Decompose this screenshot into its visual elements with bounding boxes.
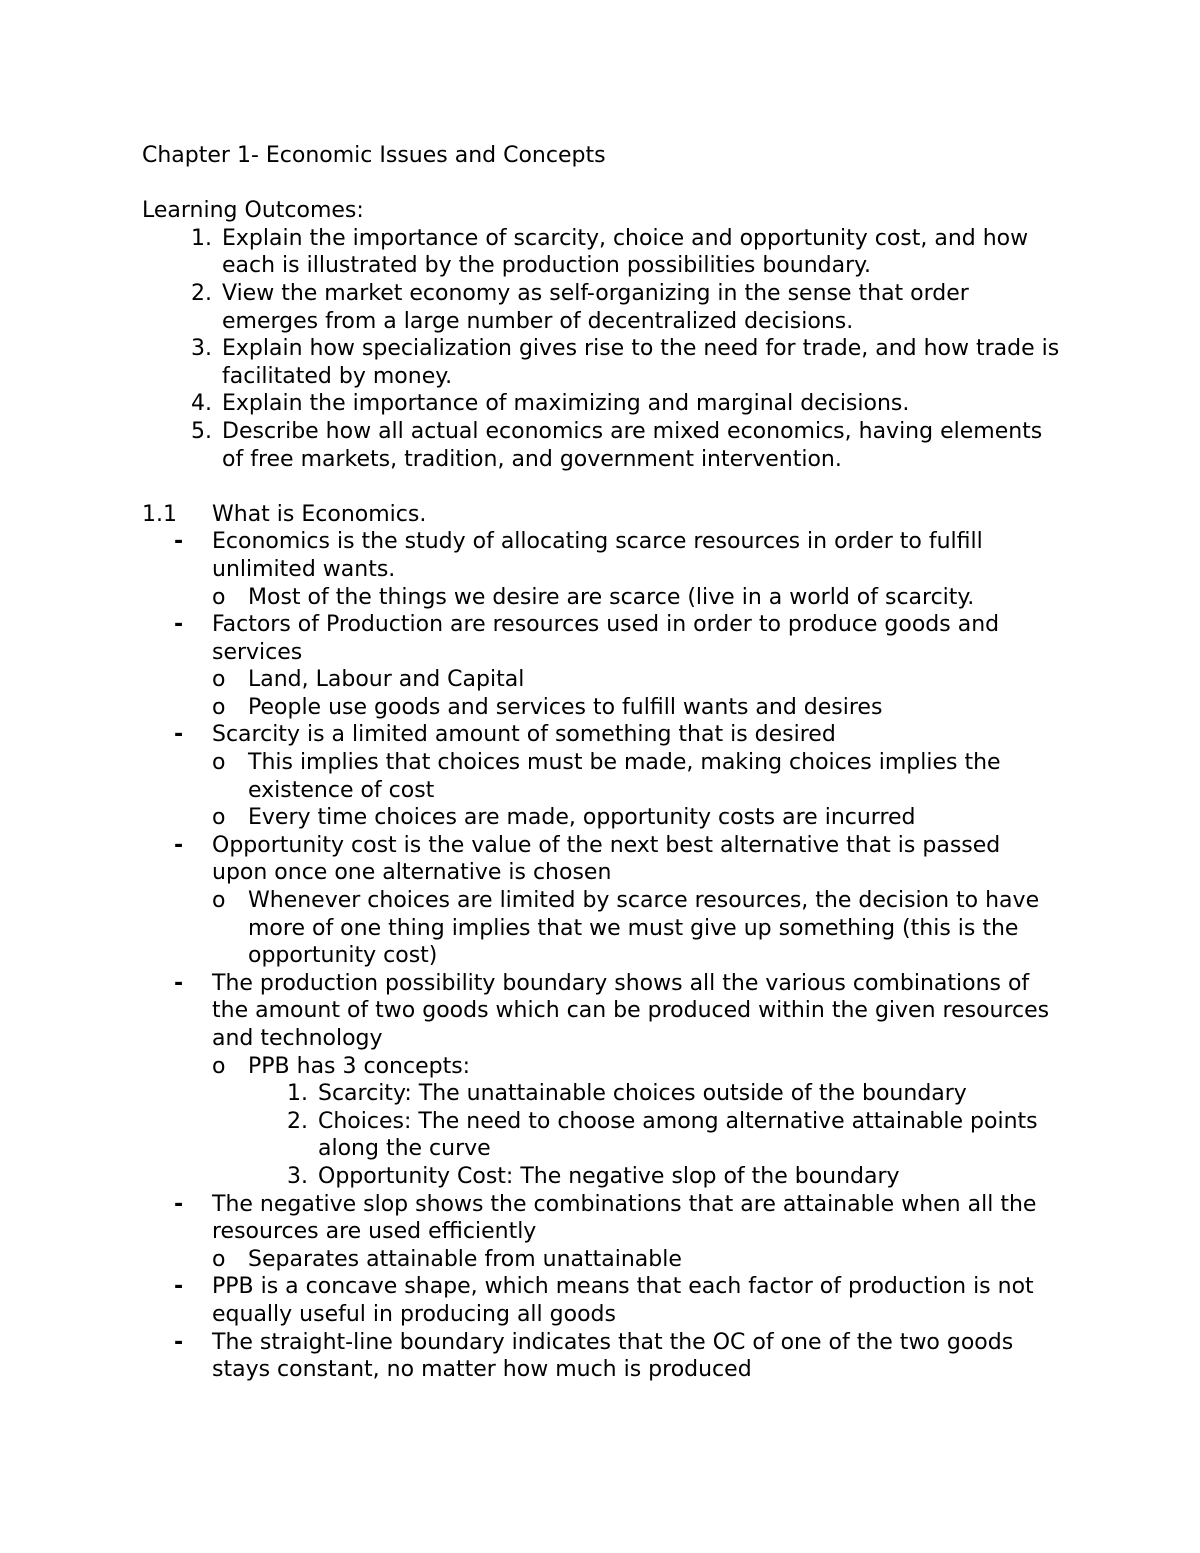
list-number: 3. xyxy=(287,1163,308,1189)
section-bullets xyxy=(142,528,1062,1383)
section-heading xyxy=(142,501,1062,529)
bullet-item xyxy=(142,611,1062,666)
bullet-item xyxy=(142,970,1062,1053)
sub-bullet-item xyxy=(142,584,1062,612)
circle-marker: o xyxy=(212,584,226,610)
sub-bullet-text: This implies that choices must be made, making choices implies the existence of cost xyxy=(248,750,1001,803)
numbered-sub-item xyxy=(142,1080,1062,1108)
list-item-text: Describe how all actual economics are mixed economics, having elements of free markets, tradition, and government intervention. xyxy=(222,418,1043,472)
section-title: What is Economics. xyxy=(212,501,427,527)
learning-outcomes-label: Learning Outcomes: xyxy=(142,198,364,224)
dash-marker: - xyxy=(174,832,184,858)
numbered-sub-item xyxy=(142,1163,1062,1191)
list-item xyxy=(142,335,1062,390)
bullet-item xyxy=(142,832,1062,887)
sub-bullet-item xyxy=(142,887,1062,970)
bullet-text: The straight-line boundary indicates that the OC of one of the two goods stays constant, no matter how much is produced xyxy=(212,1329,1014,1383)
bullet-item xyxy=(142,528,1062,583)
circle-marker: o xyxy=(212,694,226,720)
sub-bullet-text: PPB has 3 concepts: xyxy=(248,1053,471,1079)
numbered-sub-item xyxy=(142,1108,1062,1163)
bullet-text: Economics is the study of allocating scarce resources in order to fulfill unlimited wants. xyxy=(212,529,983,582)
circle-marker: o xyxy=(212,750,226,776)
sub-bullet-text: Every time choices are made, opportunity costs are incurred xyxy=(248,805,916,831)
sub-bullet-item xyxy=(142,749,1062,804)
bullet-item xyxy=(142,1191,1062,1246)
list-item-text: Explain the importance of scarcity, choice and opportunity cost, and how each is illustrated by the production possibilities boundary. xyxy=(222,225,1029,279)
sub-bullet-text: Whenever choices are limited by scarce resources, the decision to have more of one thing implies that we must give up something (this is the opportunity cost) xyxy=(248,888,1040,969)
dash-marker: - xyxy=(174,970,184,996)
sub-bullet-text: Land, Labour and Capital xyxy=(248,667,525,693)
list-item xyxy=(142,280,1062,335)
list-number: 1. xyxy=(191,225,212,251)
list-item-text: Explain how specialization gives rise to the need for trade, and how trade is facilitated by money. xyxy=(222,336,1060,389)
dash-marker: - xyxy=(174,1274,184,1300)
bullet-item xyxy=(142,1329,1062,1384)
dash-marker: - xyxy=(174,1191,184,1217)
list-number: 5. xyxy=(191,418,212,444)
sub-bullet-text: Most of the things we desire are scarce (live in a world of scarcity. xyxy=(248,584,975,610)
list-number: 2. xyxy=(191,280,212,306)
dash-marker: - xyxy=(174,529,184,555)
list-item xyxy=(142,225,1062,280)
circle-marker: o xyxy=(212,888,226,914)
circle-marker: o xyxy=(212,805,226,831)
bullet-text: Factors of Production are resources used in order to produce goods and services xyxy=(212,612,1000,665)
circle-marker: o xyxy=(212,1053,226,1079)
list-item xyxy=(142,418,1062,473)
sub-bullet-item xyxy=(142,804,1062,832)
sub-bullet-item xyxy=(142,666,1062,694)
sub-bullet-item xyxy=(142,1246,1062,1274)
circle-marker: o xyxy=(212,1246,226,1272)
list-number: 4. xyxy=(191,391,212,417)
dash-marker: - xyxy=(174,612,184,638)
bullet-item xyxy=(142,1273,1062,1328)
list-number: 2. xyxy=(287,1108,308,1134)
sub-bullet-text: People use goods and services to fulfill wants and desires xyxy=(248,694,883,720)
list-item-text: View the market economy as self-organizing in the sense that order emerges from a large number of decentralized decisions. xyxy=(222,280,969,334)
sub-bullet-item xyxy=(142,1053,1062,1081)
numbered-sub-text: Choices: The need to choose among alternative attainable points along the curve xyxy=(318,1108,1038,1162)
section-number: 1.1 xyxy=(142,501,177,527)
bullet-text: The production possibility boundary shows all the various combinations of the amount of two goods which can be produced within the given resources and technology xyxy=(212,970,1050,1051)
bullet-text: Scarcity is a limited amount of something that is desired xyxy=(212,722,836,748)
circle-marker: o xyxy=(212,667,226,693)
bullet-text: The negative slop shows the combinations that are attainable when all the resources are used efficiently xyxy=(212,1191,1037,1245)
learning-outcomes-list xyxy=(142,225,1062,473)
list-item-text: Explain the importance of maximizing and marginal decisions. xyxy=(222,391,910,417)
numbered-sub-text: Scarcity: The unattainable choices outside of the boundary xyxy=(318,1081,967,1107)
page-title: Chapter 1- Economic Issues and Concepts xyxy=(142,143,606,168)
bullet-item xyxy=(142,721,1062,749)
numbered-sub-text: Opportunity Cost: The negative slop of the boundary xyxy=(318,1163,900,1189)
dash-marker: - xyxy=(174,1329,184,1355)
bullet-text: Opportunity cost is the value of the next best alternative that is passed upon once one alternative is chosen xyxy=(212,832,1001,886)
list-item xyxy=(142,390,1062,418)
bullet-text: PPB is a concave shape, which means that each factor of production is not equally useful in producing all goods xyxy=(212,1274,1034,1327)
sub-bullet-text: Separates attainable from unattainable xyxy=(248,1246,682,1272)
document-body xyxy=(142,142,1062,1384)
sub-bullet-item xyxy=(142,694,1062,722)
dash-marker: - xyxy=(174,722,184,748)
list-number: 1. xyxy=(287,1081,308,1107)
list-number: 3. xyxy=(191,336,212,362)
